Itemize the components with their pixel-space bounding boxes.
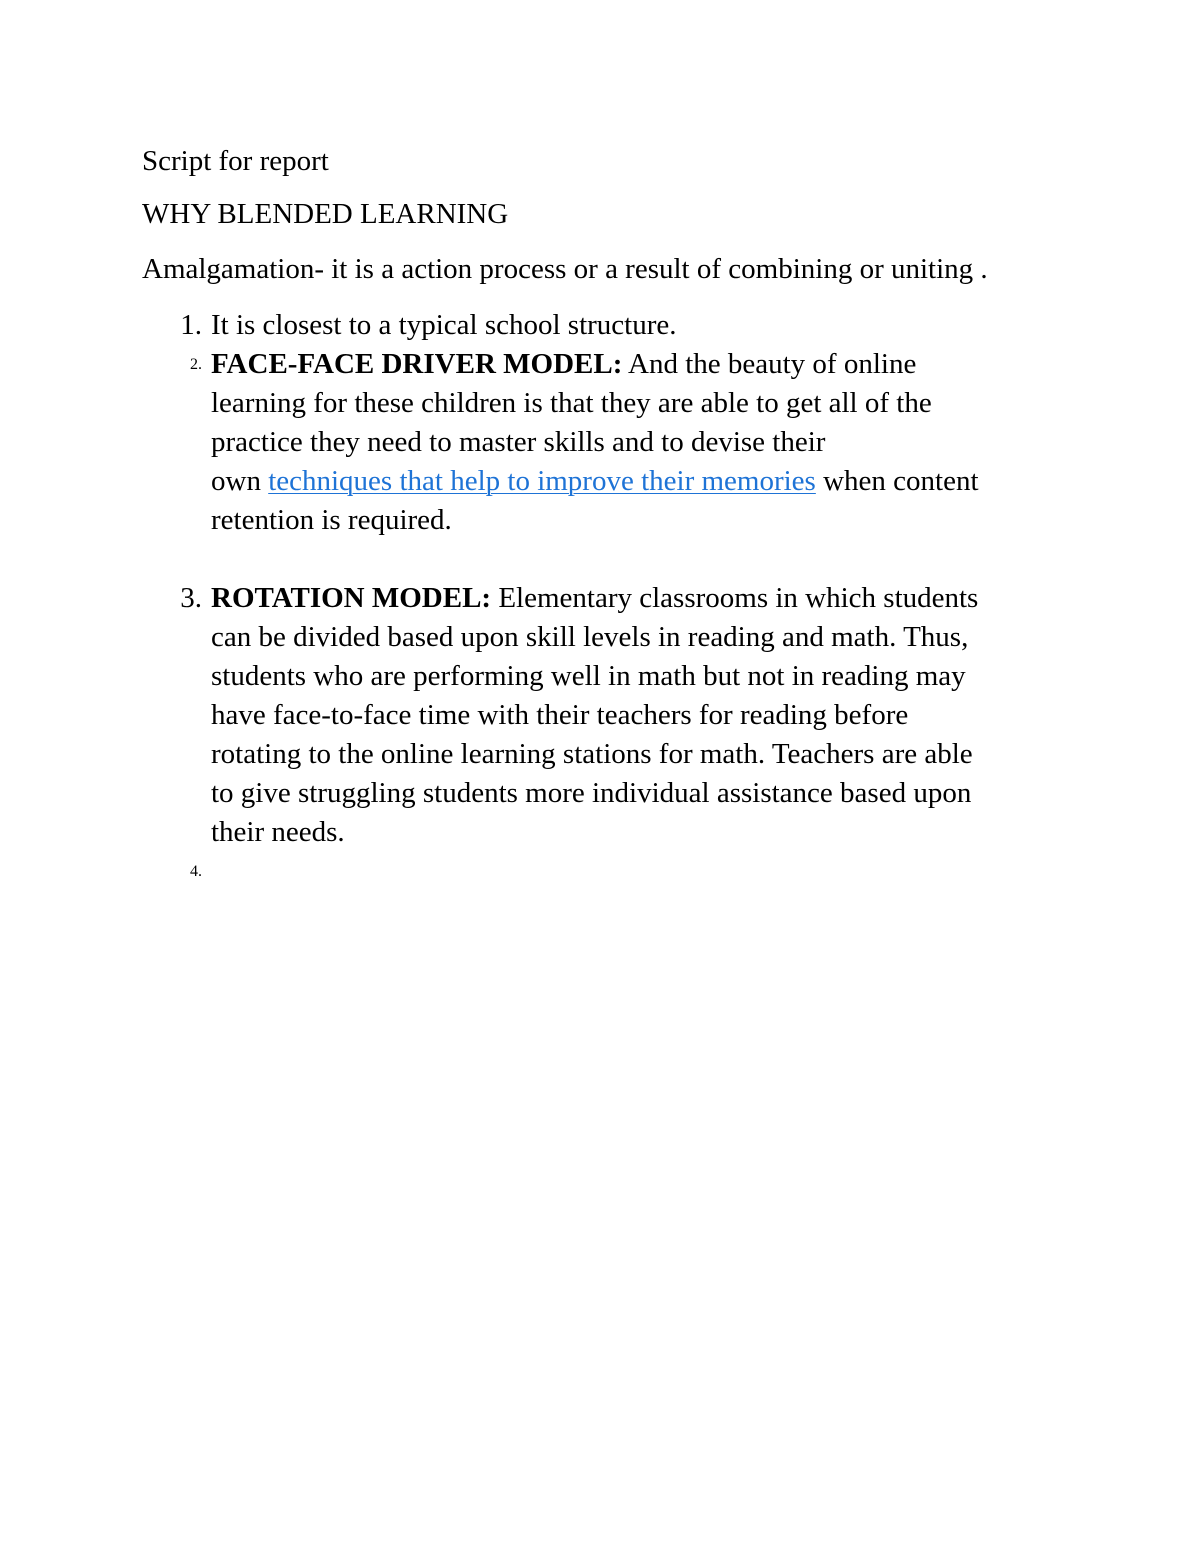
list-item-text: FACE-FACE DRIVER MODEL: And the beauty of online learning for these children is that they are able to get all of the practice they need to master skills and to devise their own techniques that help to improve their memories when content retention is required. (211, 348, 979, 536)
list-item-text: ROTATION MODEL: Elementary classrooms in which students can be divided based upon skill levels in reading and math. Thus, students who are performing well in math but not in reading may have face-to-face time with their teachers for reading before rotating to the online learning stations for math. Teachers are able to give struggling students more individual assistance based upon their needs. (211, 582, 979, 848)
list-item-text: It is closest to a typical school structure. (211, 309, 677, 341)
memory-techniques-link[interactable]: techniques that help to improve their memories (268, 465, 816, 497)
section-heading: WHY BLENDED LEARNING (142, 198, 509, 230)
definition-paragraph: Amalgamation- it is a action process or a result of combining or uniting . (142, 253, 988, 285)
document-title: Script for report (142, 145, 329, 177)
list-number: 3. (180, 582, 202, 614)
list-number: 2. (190, 356, 202, 373)
item-label: ROTATION MODEL: (211, 582, 492, 614)
list-number: 4. (190, 863, 202, 880)
list-number: 1. (180, 309, 202, 341)
item-label: FACE-FACE DRIVER MODEL: (211, 348, 623, 380)
